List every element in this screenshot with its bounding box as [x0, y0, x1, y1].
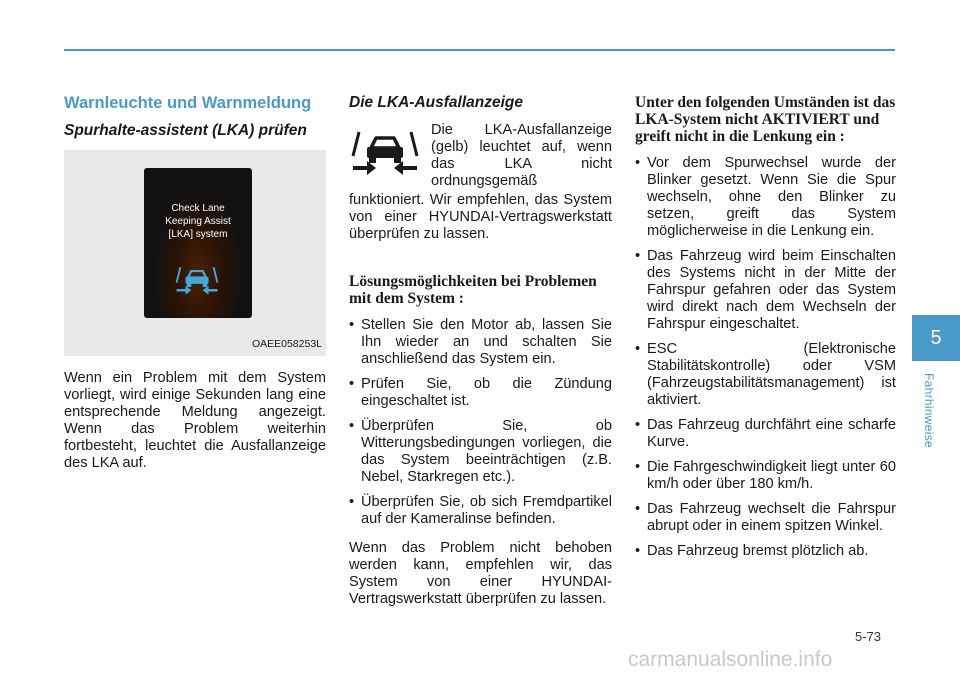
figure-code: OAEE058253L — [251, 338, 322, 350]
list-item: • Die Fahrgeschwindigkeit liegt unter 60 km/h oder über 180 km/h. — [635, 459, 896, 493]
chapter-tab: 5 — [912, 315, 960, 361]
watermark: carmanualsonline.info — [628, 648, 833, 671]
conditions-heading: Unter den folgenden Umständen ist das LKA-System nicht AKTIVIERT und greift nicht in die Lenkung ein : — [635, 94, 896, 145]
cluster-display-figure — [64, 150, 326, 356]
conditions-list — [635, 155, 896, 560]
lka-malfunction-icon — [349, 128, 421, 176]
section-heading: Warnleuchte und Warnmeldung — [64, 94, 312, 112]
solutions-heading: Lösungsmöglichkeiten bei Problemen mit dem System : — [349, 273, 597, 307]
screen-line: Keeping Assist — [165, 216, 231, 227]
body-paragraph: Wenn ein Problem mit dem System vorliegt, wird einige Sekunden lang eine entsprechende Meldung angezeigt. Wenn das Problem weiterhin fortbesteht, leuchtet die Ausfallanzeige des LKA auf. — [64, 370, 326, 471]
list-item: • Überprüfen Sie, ob sich Fremdpartikel auf der Kameralinse befinden. — [349, 494, 612, 528]
column-1 — [64, 94, 326, 472]
column-2 — [349, 94, 612, 608]
list-item: • Vor dem Spurwechsel wurde der Blinker gesetzt. Wenn Sie die Spur wechseln, ohne den Blinker zu setzen, greift das System möglicherweise in die Lenkung ein. — [635, 155, 896, 240]
section-heading: Die LKA-Ausfallanzeige — [349, 94, 523, 111]
lka-indicator-block — [349, 122, 612, 192]
list-item: • Überprüfen Sie, ob Witterungsbedingungen vorliegen, die das System beeinträchtigen (z.B. Nebel, Starkregen etc.). — [349, 418, 612, 486]
list-item: • Das Fahrzeug wird beim Einschalten des Systems nicht in der Mitte der Fahrspur gefahren oder das System wird direkt nach dem Wechseln der Fahrspur eingeschaltet. — [635, 248, 896, 333]
screen-line: [LKA] system — [168, 229, 228, 240]
list-item: • Das Fahrzeug wechselt die Fahrspur abrupt oder in einem spitzen Winkel. — [635, 501, 896, 535]
page-number: 5-73 — [855, 629, 882, 644]
indicator-intro-continued: funktioniert. Wir empfehlen, das System von einer HYUNDAI-Vertragswerkstatt überprüfen zu lassen. — [349, 192, 612, 242]
chapter-label: Fahrhinweise — [922, 373, 936, 448]
closing-paragraph: Wenn das Problem nicht behoben werden kann, empfehlen wir, das System von einer HYUNDAI-Vertragswerkstatt überprüfen zu lassen. — [349, 540, 612, 607]
cluster-screen — [144, 168, 252, 318]
screen-message — [144, 202, 252, 241]
list-item: • Stellen Sie den Motor ab, lassen Sie Ihn wieder an und schalten Sie anschließend das System ein. — [349, 317, 612, 368]
list-item: • Das Fahrzeug durchfährt eine scharfe Kurve. — [635, 417, 896, 451]
solutions-list — [349, 317, 612, 528]
top-rule — [64, 49, 895, 51]
list-item: • ESC (Elektronische Stabilitätskontrolle) oder VSM (Fahrzeugstabilitätsmanagement) ist aktiviert. — [635, 341, 896, 409]
list-item: • Prüfen Sie, ob die Zündung eingeschaltet ist. — [349, 376, 612, 410]
screen-line: Check Lane — [171, 203, 225, 214]
lka-icon — [174, 264, 220, 296]
subsection-heading: Spurhalte-assistent (LKA) prüfen — [64, 122, 307, 139]
list-item: • Das Fahrzeug bremst plötzlich ab. — [635, 543, 896, 560]
column-3 — [635, 94, 896, 568]
indicator-intro: Die LKA-Ausfallanzeige (gelb) leuchtet auf, wenn das LKA nicht ordnungsgemäß — [431, 122, 612, 189]
